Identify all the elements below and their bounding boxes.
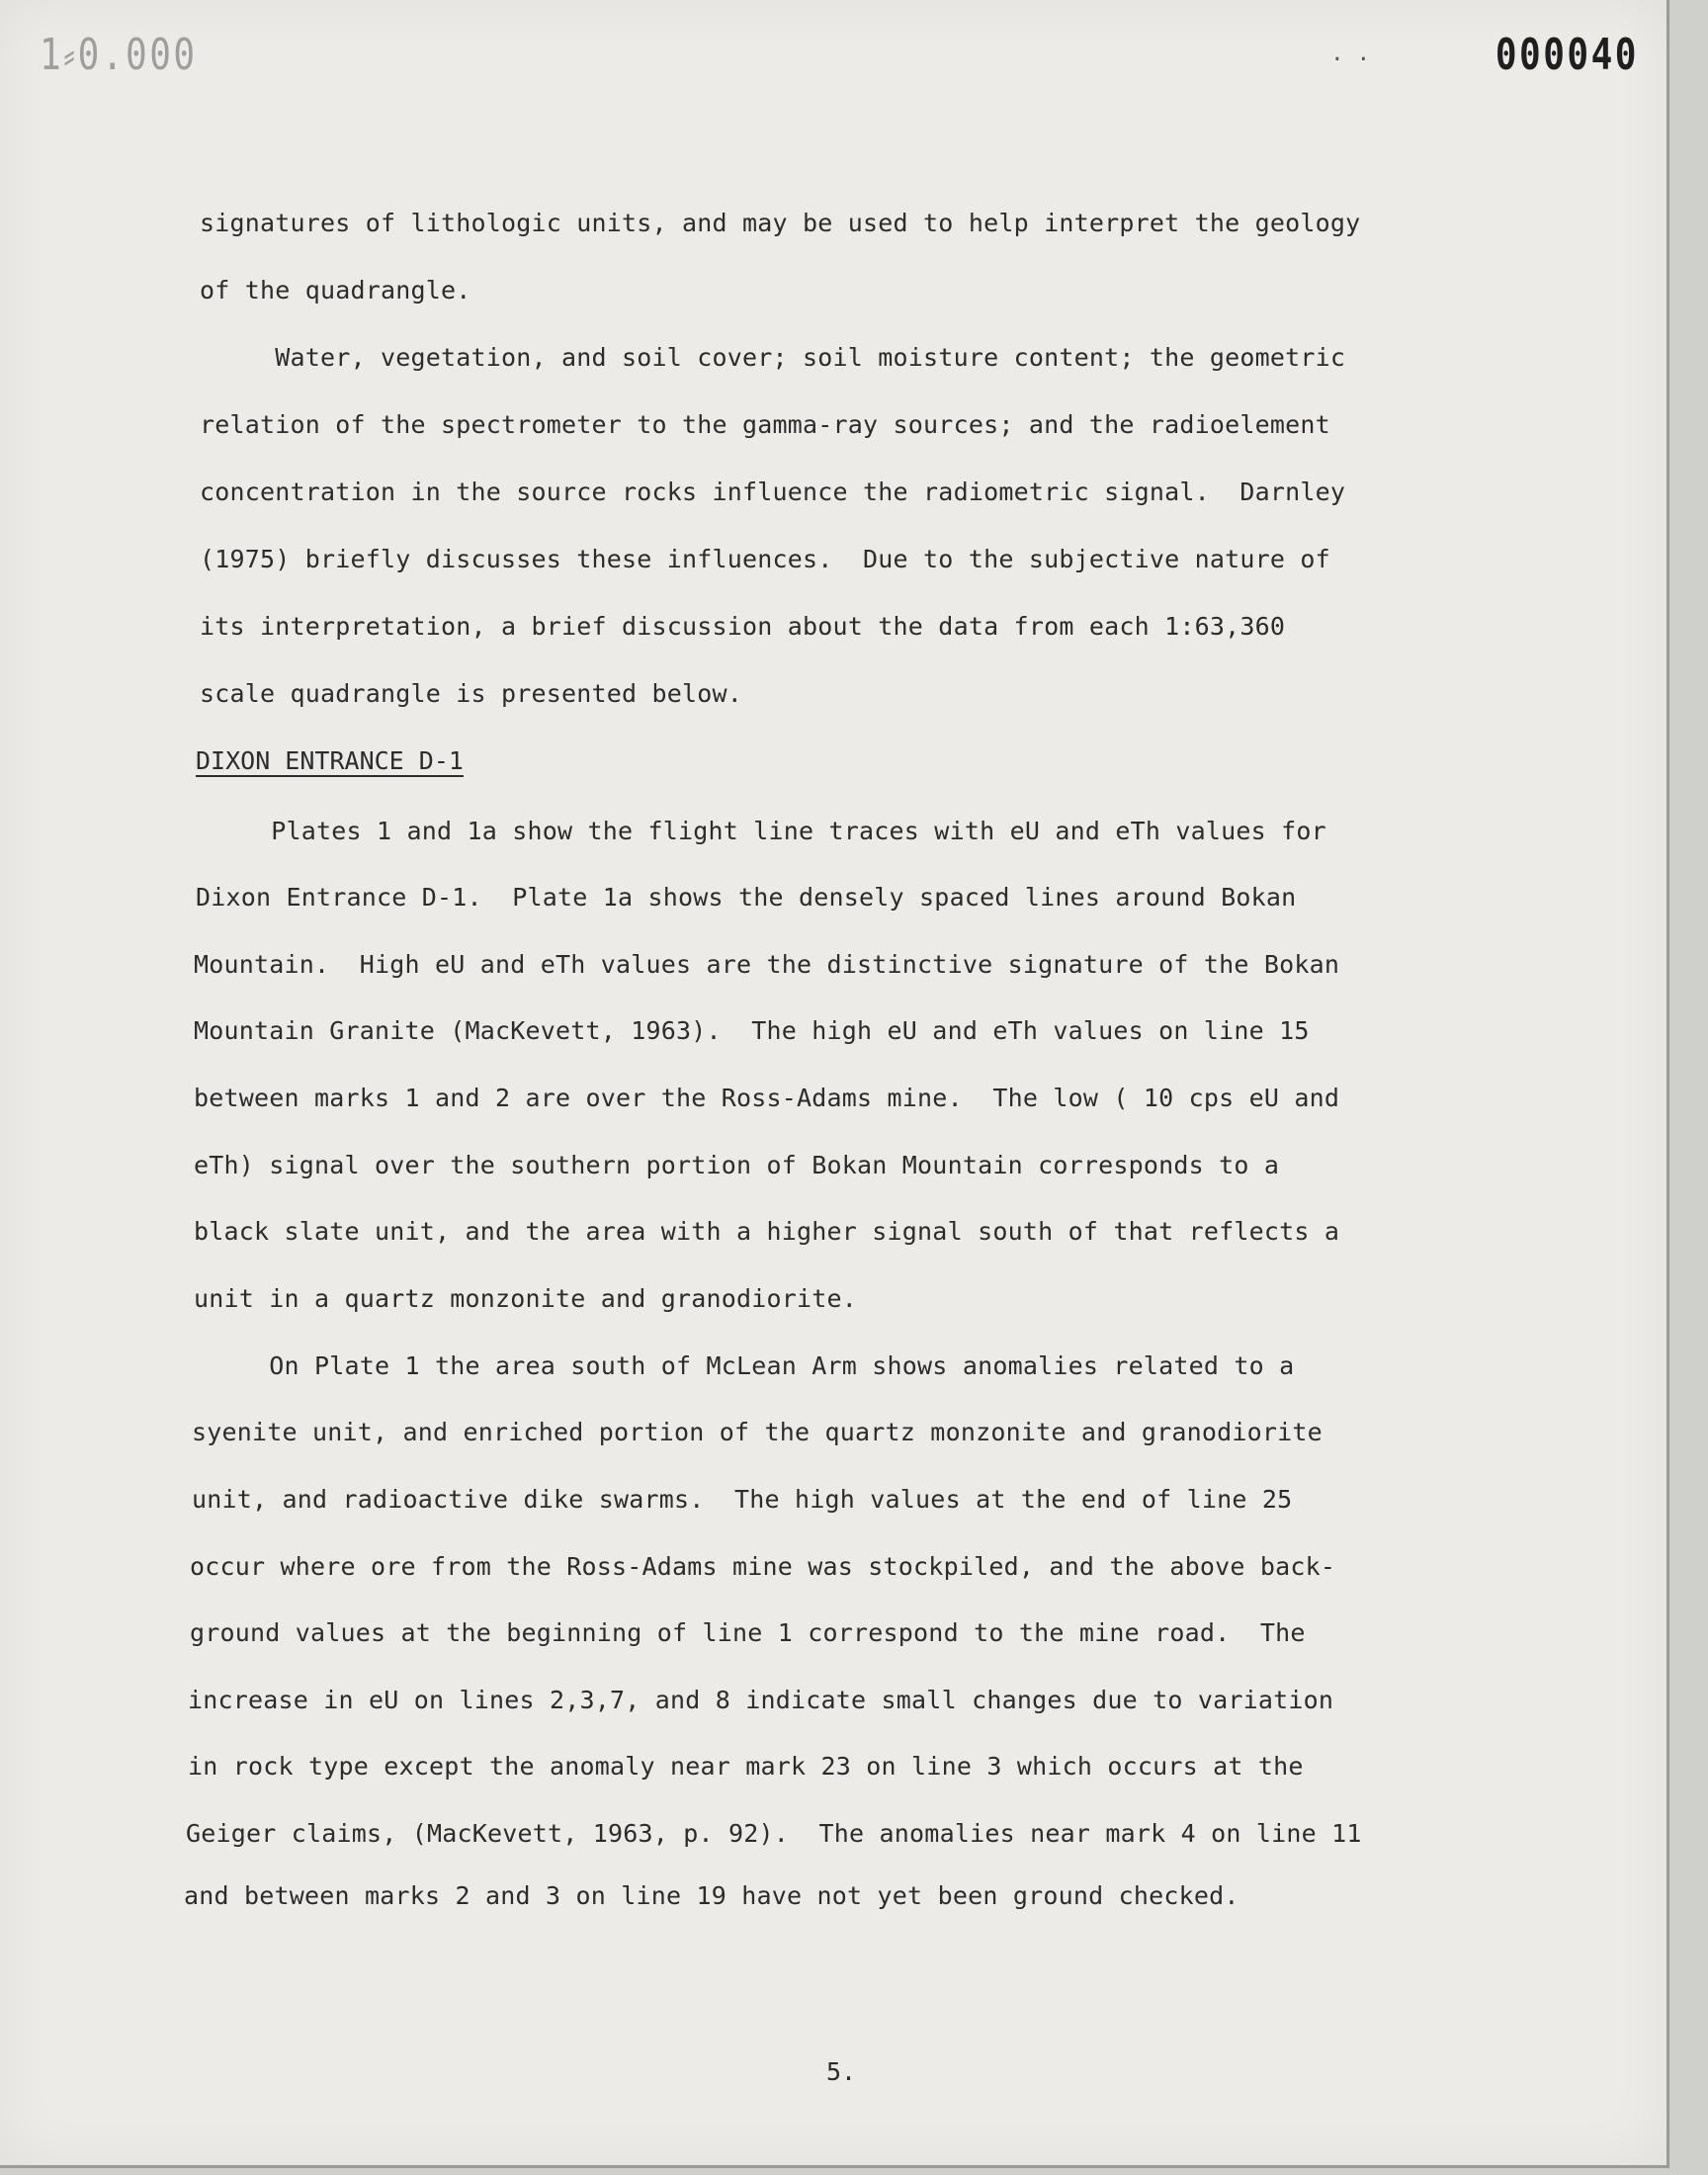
text-line: scale quadrangle is presented below. (200, 679, 743, 708)
text-line: (1975) briefly discusses these influences. Due to the subjective nature of (200, 545, 1330, 573)
text-line: ground values at the beginning of line 1 correspond to the mine road. The (190, 1618, 1306, 1647)
document-stamp-left: 1⸗0.000 (40, 30, 198, 80)
text-line: relation of the spectrometer to the gamma-ray sources; and the radioelement (200, 410, 1330, 439)
text-line: syenite unit, and enriched portion of the quartz monzonite and granodiorite (192, 1418, 1323, 1446)
stamp-dots: · · (1330, 47, 1370, 72)
text-line: increase in eU on lines 2,3,7, and 8 indicate small changes due to variation (188, 1686, 1334, 1714)
text-line: Mountain Granite (MacKevett, 1963). The high eU and eTh values on line 15 (194, 1016, 1310, 1045)
text-line: occur where ore from the Ross-Adams mine was stockpiled, and the above back- (190, 1552, 1336, 1581)
text-line: and between marks 2 and 3 on line 19 have not yet been ground checked. (184, 1881, 1239, 1910)
text-line: Water, vegetation, and soil cover; soil moisture content; the geometric (200, 343, 1346, 372)
text-line: of the quadrangle. (200, 276, 471, 304)
text-line: black slate unit, and the area with a higher signal south of that reflects a (194, 1217, 1340, 1246)
text-line: signatures of lithologic units, and may be used to help interpret the geology (200, 209, 1361, 237)
text-line: Mountain. High eU and eTh values are the distinctive signature of the Bokan (194, 950, 1340, 979)
text-line: between marks 1 and 2 are over the Ross-Adams mine. The low ( 10 cps eU and (194, 1084, 1340, 1112)
text-line: unit, and radioactive dike swarms. The high values at the end of line 25 (192, 1485, 1293, 1514)
text-line: in rock type except the anomaly near mark 23 on line 3 which occurs at the (188, 1752, 1304, 1781)
document-number-stamp: 000040 (1494, 30, 1639, 80)
text-line: On Plate 1 the area south of McLean Arm shows anomalies related to a (194, 1351, 1295, 1380)
text-line: Plates 1 and 1a show the flight line traces with eU and eTh values for (196, 817, 1326, 845)
text-line: unit in a quartz monzonite and granodiorite. (194, 1284, 858, 1313)
text-line: Dixon Entrance D-1. Plate 1a shows the densely spaced lines around Bokan (196, 883, 1297, 912)
page-number: 5. (826, 2057, 857, 2086)
text-line: eTh) signal over the southern portion of Bokan Mountain corresponds to a (194, 1151, 1280, 1179)
text-line: concentration in the source rocks influence the radiometric signal. Darnley (200, 478, 1346, 506)
section-heading: DIXON ENTRANCE D-1 (196, 746, 464, 775)
text-line: Geiger claims, (MacKevett, 1963, p. 92). The anomalies near mark 4 on line 11 (186, 1819, 1362, 1848)
text-line: its interpretation, a brief discussion about the data from each 1:63,360 (200, 612, 1286, 641)
